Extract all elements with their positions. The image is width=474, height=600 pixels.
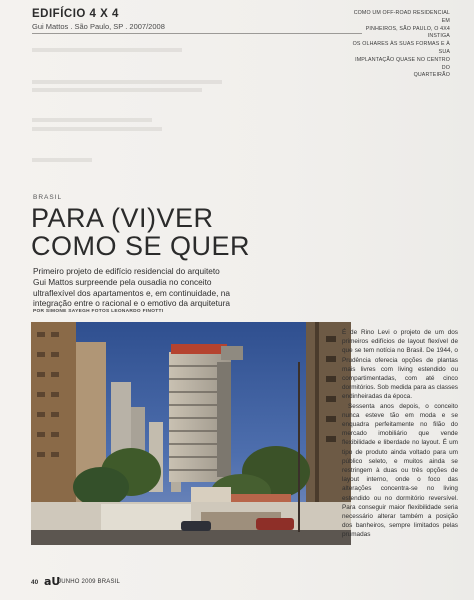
project-credit: Gui Mattos . São Paulo, SP . 2007/2008 <box>32 22 165 31</box>
article-lead <box>33 266 333 309</box>
section-title: EDIFÍCIO 4 X 4 <box>32 8 119 20</box>
header-caption <box>352 10 450 80</box>
page-number: 40 <box>31 579 39 586</box>
body-paragraph: Sessenta anos depois, o conceito nunca esteve tão em moda e se enquadra perfeitamente no filão do mercado imobiliário que vende flexibilidade e liberdade no layout. É um tipo de produto ainda voltado para um público seleto, e muitos ainda se restringem à duas ou três opções de layout interno, onde o foco das alterações concentra-se no living estendido ou no dormitório reversível. Para conseguir maior flexibilidade seria necessário alterar também a posição dos banheiros, sempre limitados pelas prumadas <box>342 402 458 539</box>
article-byline: POR SIMONE SAYEGH FOTOS LEONARDO FINOTTI <box>33 309 164 314</box>
au-logo: aU <box>44 575 61 588</box>
header-divider <box>32 33 362 34</box>
headline-line: PARA (VI)VER <box>31 203 214 233</box>
show-through <box>32 48 182 52</box>
show-through <box>32 88 202 92</box>
lead-line: ultraflexível dos apartamentos e, em continuidade, na <box>33 287 230 298</box>
caption-line: PINHEIROS, SÃO PAULO, O 4X4 INSTIGA <box>365 25 450 40</box>
show-through <box>32 158 92 162</box>
lead-line: integração entre o racional e o emotivo da arquitetura <box>33 298 230 309</box>
section-kicker: BRASIL <box>33 194 63 201</box>
show-through <box>32 118 152 122</box>
body-text <box>342 328 458 540</box>
show-through <box>32 80 222 84</box>
show-through <box>32 127 162 131</box>
building-photo <box>31 322 351 545</box>
article-headline <box>31 204 250 260</box>
caption-line: OS OLHARES ÀS SUAS FORMAS E À SUA <box>352 41 450 55</box>
body-paragraph: É de Rino Levi o projeto de um dos primeiros edifícios de layout flexível de que se tem notícia no Brasil. De 1944, o Prudência oferecia opções de plantas mais livres com living estendido ou compartimentadas, com até cinco dormitórios. Sob medida para as classes endinheiradas da época. <box>342 329 458 401</box>
issue-label: JUNHO 2009 BRASIL <box>58 579 121 585</box>
lead-line: Primeiro projeto de edifício residencial do arquiteto <box>33 266 220 276</box>
caption-line: QUARTEIRÃO <box>413 72 450 79</box>
caption-line: IMPLANTAÇÃO QUASE NO CENTRO DO <box>355 56 450 71</box>
caption-line: COMO UM OFF-ROAD RESIDENCIAL EM <box>353 10 450 24</box>
headline-line: COMO SE QUER <box>31 231 251 261</box>
lead-line: Gui Mattos surpreende pela ousadia no conceito <box>33 276 212 287</box>
